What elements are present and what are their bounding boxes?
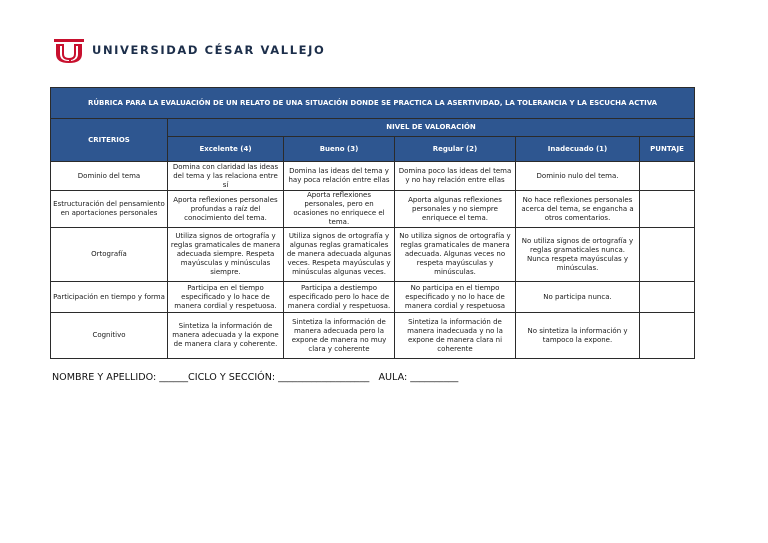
criterion-cell: Cognitivo — [51, 313, 168, 359]
score-cell[interactable] — [640, 228, 695, 282]
table-row — [51, 162, 695, 191]
university-logo — [52, 36, 325, 64]
university-name: UNIVERSIDAD CÉSAR VALLEJO — [92, 43, 326, 57]
criteria-header: CRITERIOS — [51, 119, 168, 162]
descriptor-cell: Domina las ideas del tema y hay poca relación entre ellas — [284, 162, 395, 191]
descriptor-cell: Domina con claridad las ideas del tema y las relaciona entre sí — [168, 162, 284, 191]
student-info-line[interactable]: NOMBRE Y APELLIDO: ______CICLO Y SECCIÓN: ___________________ AULA: __________ — [52, 372, 459, 383]
descriptor-cell: Utiliza signos de ortografía y reglas gramaticales de manera adecuada siempre. Respeta mayúsculas y minúsculas siempre. — [168, 228, 284, 282]
rubric-table — [50, 87, 695, 359]
descriptor-cell: Aporta algunas reflexiones personales y no siempre enriquece el tema. — [395, 191, 516, 228]
descriptor-cell: No hace reflexiones personales acerca del tema, se engancha a otros comentarios. — [516, 191, 640, 228]
table-row — [51, 313, 695, 359]
criterion-cell: Participación en tiempo y forma — [51, 282, 168, 313]
descriptor-cell: No utiliza signos de ortografía y reglas gramaticales de manera adecuada. Algunas veces no respeta mayúsculas y minúsculas. — [395, 228, 516, 282]
score-cell[interactable] — [640, 313, 695, 359]
descriptor-cell: Sintetiza la información de manera inadecuada y no la expone de manera clara ni coherente — [395, 313, 516, 359]
descriptor-cell: No participa nunca. — [516, 282, 640, 313]
descriptor-cell: Aporta reflexiones personales profundas a raíz del conocimiento del tema. — [168, 191, 284, 228]
descriptor-cell: No sintetiza la información y tampoco la expone. — [516, 313, 640, 359]
descriptor-cell: Aporta reflexiones personales, pero en ocasiones no enriquece el tema. — [284, 191, 395, 228]
level-header: NIVEL DE VALORACIÓN — [168, 119, 695, 137]
descriptor-cell: Sintetiza la información de manera adecuada pero la expone de manera no muy clara y coherente — [284, 313, 395, 359]
rubric-title: RÚBRICA PARA LA EVALUACIÓN DE UN RELATO DE UNA SITUACIÓN DONDE SE PRACTICA LA ASERTIVIDAD, LA TOLERANCIA Y LA ESCUCHA ACTIVA — [51, 88, 695, 119]
score-header: PUNTAJE — [640, 137, 695, 162]
table-row — [51, 191, 695, 228]
descriptor-cell: Participa a destiempo especificado pero lo hace de manera cordial y respetuosa. — [284, 282, 395, 313]
table-row — [51, 282, 695, 313]
criterion-cell: Estructuración del pensamiento en aportaciones personales — [51, 191, 168, 228]
descriptor-cell: No utiliza signos de ortografía y reglas gramaticales nunca. Nunca respeta mayúsculas y minúsculas. — [516, 228, 640, 282]
criterion-cell: Dominio del tema — [51, 162, 168, 191]
level-bueno: Bueno (3) — [284, 137, 395, 162]
level-inadecuado: Inadecuado (1) — [516, 137, 640, 162]
descriptor-cell: Utiliza signos de ortografía y algunas reglas gramaticales de manera adecuada algunas veces. Respeta mayúsculas y minúsculas algunas veces. — [284, 228, 395, 282]
score-cell[interactable] — [640, 162, 695, 191]
ucv-shield-logo-icon — [52, 36, 86, 64]
table-row — [51, 228, 695, 282]
score-cell[interactable] — [640, 191, 695, 228]
descriptor-cell: No participa en el tiempo especificado y no lo hace de manera cordial y respetuosa — [395, 282, 516, 313]
descriptor-cell: Domina poco las ideas del tema y no hay relación entre ellas — [395, 162, 516, 191]
level-excelente: Excelente (4) — [168, 137, 284, 162]
level-regular: Regular (2) — [395, 137, 516, 162]
descriptor-cell: Sintetiza la información de manera adecuada y la expone de manera clara y coherente. — [168, 313, 284, 359]
descriptor-cell: Dominio nulo del tema. — [516, 162, 640, 191]
score-cell[interactable] — [640, 282, 695, 313]
descriptor-cell: Participa en el tiempo especificado y lo hace de manera cordial y respetuosa. — [168, 282, 284, 313]
criterion-cell: Ortografía — [51, 228, 168, 282]
